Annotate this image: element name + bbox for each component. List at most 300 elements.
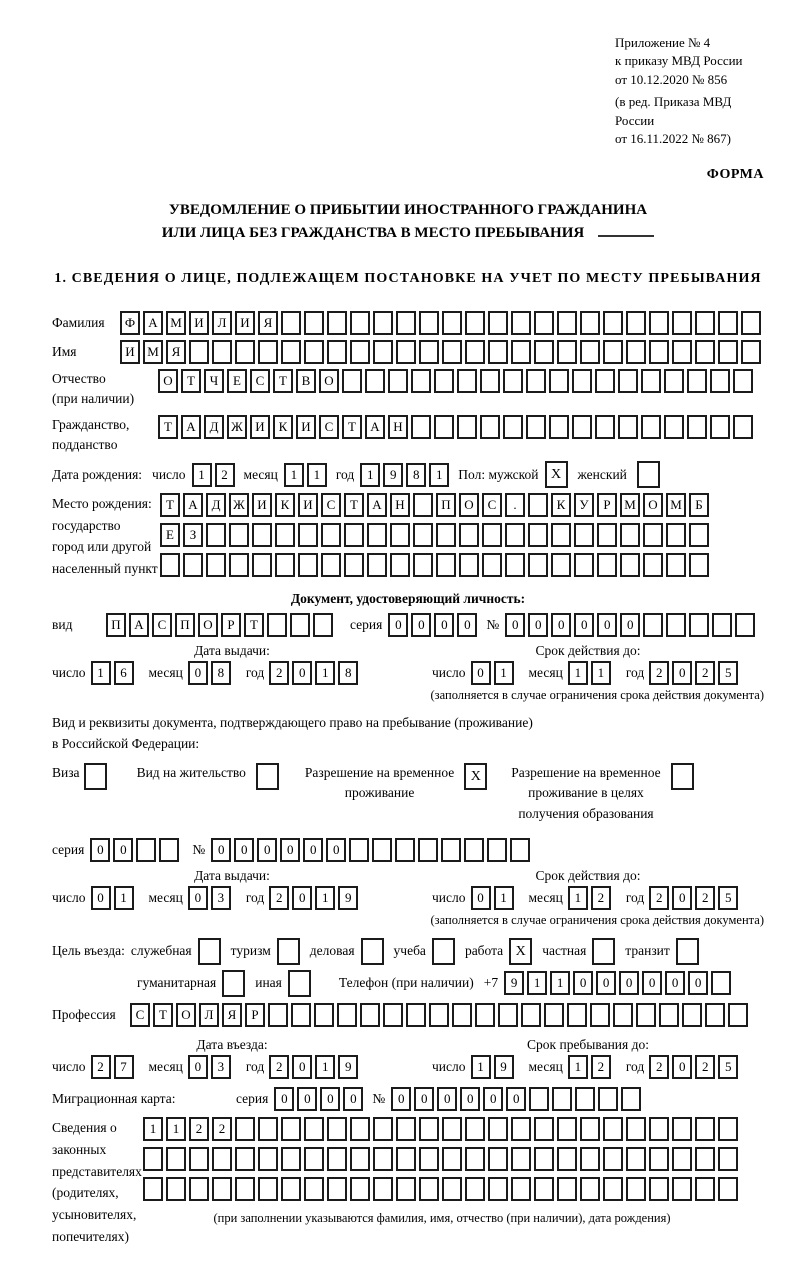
char-box[interactable]: 1 — [192, 463, 212, 487]
char-box[interactable]: А — [367, 493, 387, 517]
char-box[interactable]: 0 — [343, 1087, 363, 1111]
char-box[interactable] — [388, 369, 408, 393]
char-box[interactable]: 9 — [338, 1055, 358, 1079]
char-box[interactable] — [465, 1147, 485, 1171]
char-box[interactable]: 1 — [471, 1055, 491, 1079]
char-box[interactable]: 1 — [315, 886, 335, 910]
char-box[interactable] — [350, 1147, 370, 1171]
char-box[interactable] — [718, 1147, 738, 1171]
char-box[interactable] — [396, 1147, 416, 1171]
char-box[interactable] — [712, 613, 732, 637]
char-box[interactable]: 0 — [280, 838, 300, 862]
char-box[interactable]: 0 — [292, 886, 312, 910]
char-box[interactable] — [580, 1117, 600, 1141]
checkbox-tourism[interactable] — [277, 938, 300, 965]
char-box[interactable]: 0 — [188, 1055, 208, 1079]
char-box[interactable] — [620, 523, 640, 547]
char-box[interactable]: О — [158, 369, 178, 393]
char-box[interactable] — [488, 1147, 508, 1171]
char-box[interactable] — [689, 553, 709, 577]
char-box[interactable] — [505, 553, 525, 577]
char-box[interactable] — [626, 1147, 646, 1171]
char-box[interactable]: 0 — [188, 886, 208, 910]
char-box[interactable] — [649, 311, 669, 335]
char-box[interactable]: В — [296, 369, 316, 393]
char-box[interactable] — [682, 1003, 702, 1027]
char-box[interactable] — [641, 369, 661, 393]
char-box[interactable] — [672, 1177, 692, 1201]
char-box[interactable]: И — [235, 311, 255, 335]
char-box[interactable] — [689, 613, 709, 637]
char-box[interactable]: О — [459, 493, 479, 517]
char-box[interactable] — [321, 523, 341, 547]
char-box[interactable] — [551, 553, 571, 577]
char-box[interactable] — [304, 340, 324, 364]
char-box[interactable] — [413, 553, 433, 577]
char-box[interactable]: 0 — [414, 1087, 434, 1111]
char-box[interactable]: С — [482, 493, 502, 517]
char-box[interactable]: 1 — [568, 661, 588, 685]
char-box[interactable] — [621, 1087, 641, 1111]
char-box[interactable] — [183, 553, 203, 577]
char-box[interactable] — [235, 1147, 255, 1171]
char-box[interactable]: 0 — [326, 838, 346, 862]
char-box[interactable]: 0 — [90, 838, 110, 862]
char-box[interactable]: 0 — [574, 613, 594, 637]
char-box[interactable] — [488, 340, 508, 364]
char-box[interactable]: 2 — [269, 1055, 289, 1079]
char-box[interactable] — [534, 311, 554, 335]
char-box[interactable] — [442, 340, 462, 364]
char-box[interactable]: 1 — [360, 463, 380, 487]
checkbox-private[interactable] — [592, 938, 615, 965]
char-box[interactable] — [419, 340, 439, 364]
char-box[interactable] — [373, 1117, 393, 1141]
char-box[interactable] — [557, 311, 577, 335]
char-box[interactable] — [434, 415, 454, 439]
char-box[interactable]: 0 — [292, 1055, 312, 1079]
char-box[interactable] — [465, 1177, 485, 1201]
char-box[interactable] — [580, 311, 600, 335]
char-box[interactable] — [695, 1177, 715, 1201]
char-box[interactable] — [718, 340, 738, 364]
char-box[interactable] — [413, 493, 433, 517]
char-box[interactable]: Т — [158, 415, 178, 439]
char-box[interactable]: 2 — [649, 886, 669, 910]
char-box[interactable] — [552, 1087, 572, 1111]
char-box[interactable] — [235, 340, 255, 364]
char-box[interactable]: 0 — [388, 613, 408, 637]
char-box[interactable] — [626, 340, 646, 364]
char-box[interactable]: 0 — [211, 838, 231, 862]
char-box[interactable]: Н — [390, 493, 410, 517]
char-box[interactable] — [442, 311, 462, 335]
char-box[interactable] — [572, 369, 592, 393]
char-box[interactable]: 8 — [406, 463, 426, 487]
checkbox-business[interactable] — [361, 938, 384, 965]
char-box[interactable] — [206, 523, 226, 547]
char-box[interactable]: П — [106, 613, 126, 637]
char-box[interactable] — [396, 1177, 416, 1201]
char-box[interactable]: Б — [689, 493, 709, 517]
char-box[interactable]: Д — [204, 415, 224, 439]
char-box[interactable]: Т — [244, 613, 264, 637]
char-box[interactable] — [695, 340, 715, 364]
char-box[interactable] — [487, 838, 507, 862]
char-box[interactable] — [666, 553, 686, 577]
char-box[interactable]: 1 — [91, 661, 111, 685]
char-box[interactable]: У — [574, 493, 594, 517]
char-box[interactable] — [549, 369, 569, 393]
char-box[interactable]: 6 — [114, 661, 134, 685]
char-box[interactable] — [373, 1177, 393, 1201]
char-box[interactable]: К — [273, 415, 293, 439]
char-box[interactable] — [695, 311, 715, 335]
char-box[interactable] — [442, 1147, 462, 1171]
char-box[interactable] — [396, 311, 416, 335]
char-box[interactable] — [350, 340, 370, 364]
char-box[interactable]: П — [175, 613, 195, 637]
char-box[interactable] — [710, 415, 730, 439]
char-box[interactable] — [659, 1003, 679, 1027]
char-box[interactable]: Р — [221, 613, 241, 637]
char-box[interactable] — [419, 311, 439, 335]
char-box[interactable] — [298, 553, 318, 577]
char-box[interactable]: Т — [342, 415, 362, 439]
char-box[interactable] — [258, 1147, 278, 1171]
char-box[interactable] — [418, 838, 438, 862]
char-box[interactable]: 1 — [494, 886, 514, 910]
char-box[interactable] — [580, 340, 600, 364]
char-box[interactable]: Е — [160, 523, 180, 547]
char-box[interactable]: 2 — [269, 886, 289, 910]
char-box[interactable]: Т — [344, 493, 364, 517]
char-box[interactable]: 0 — [665, 971, 685, 995]
char-box[interactable] — [482, 553, 502, 577]
char-box[interactable] — [597, 523, 617, 547]
char-box[interactable] — [711, 971, 731, 995]
char-box[interactable] — [290, 613, 310, 637]
char-box[interactable] — [258, 1117, 278, 1141]
char-box[interactable]: 0 — [113, 838, 133, 862]
char-box[interactable] — [304, 1177, 324, 1201]
char-box[interactable] — [441, 838, 461, 862]
char-box[interactable] — [406, 1003, 426, 1027]
char-box[interactable]: О — [643, 493, 663, 517]
char-box[interactable]: 0 — [91, 886, 111, 910]
char-box[interactable] — [429, 1003, 449, 1027]
char-box[interactable]: 0 — [551, 613, 571, 637]
checkbox-temp-residence[interactable]: X — [464, 763, 487, 790]
char-box[interactable] — [649, 1117, 669, 1141]
char-box[interactable] — [252, 553, 272, 577]
char-box[interactable]: Л — [199, 1003, 219, 1027]
char-box[interactable]: М — [166, 311, 186, 335]
char-box[interactable] — [488, 1177, 508, 1201]
char-box[interactable] — [557, 1117, 577, 1141]
char-box[interactable] — [603, 340, 623, 364]
char-box[interactable] — [457, 415, 477, 439]
char-box[interactable] — [664, 369, 684, 393]
char-box[interactable] — [603, 1117, 623, 1141]
char-box[interactable] — [475, 1003, 495, 1027]
char-box[interactable] — [327, 1117, 347, 1141]
char-box[interactable]: 0 — [303, 838, 323, 862]
char-box[interactable]: 1 — [591, 661, 611, 685]
char-box[interactable]: 0 — [188, 661, 208, 685]
checkbox-temp-residence-education[interactable] — [671, 763, 694, 790]
char-box[interactable]: А — [143, 311, 163, 335]
char-box[interactable] — [160, 553, 180, 577]
char-box[interactable] — [643, 553, 663, 577]
char-box[interactable]: . — [505, 493, 525, 517]
char-box[interactable] — [327, 1147, 347, 1171]
char-box[interactable]: И — [189, 311, 209, 335]
char-box[interactable]: 0 — [620, 613, 640, 637]
char-box[interactable] — [281, 340, 301, 364]
char-box[interactable] — [575, 1087, 595, 1111]
char-box[interactable] — [534, 1177, 554, 1201]
char-box[interactable] — [641, 415, 661, 439]
char-box[interactable] — [349, 838, 369, 862]
char-box[interactable] — [267, 613, 287, 637]
char-box[interactable]: 0 — [597, 613, 617, 637]
char-box[interactable] — [728, 1003, 748, 1027]
char-box[interactable]: М — [666, 493, 686, 517]
checkbox-male[interactable]: X — [545, 461, 568, 488]
char-box[interactable] — [695, 1117, 715, 1141]
char-box[interactable]: О — [319, 369, 339, 393]
char-box[interactable] — [372, 838, 392, 862]
char-box[interactable]: Я — [258, 311, 278, 335]
char-box[interactable]: К — [551, 493, 571, 517]
checkbox-work[interactable]: X — [509, 938, 532, 965]
char-box[interactable]: 2 — [695, 1055, 715, 1079]
char-box[interactable] — [643, 523, 663, 547]
char-box[interactable] — [342, 369, 362, 393]
char-box[interactable]: 9 — [494, 1055, 514, 1079]
char-box[interactable] — [189, 1147, 209, 1171]
char-box[interactable]: 2 — [269, 661, 289, 685]
char-box[interactable] — [395, 838, 415, 862]
char-box[interactable] — [505, 523, 525, 547]
char-box[interactable] — [528, 553, 548, 577]
char-box[interactable] — [603, 311, 623, 335]
char-box[interactable] — [229, 523, 249, 547]
char-box[interactable] — [252, 523, 272, 547]
char-box[interactable]: 0 — [471, 661, 491, 685]
char-box[interactable] — [166, 1177, 186, 1201]
char-box[interactable] — [419, 1177, 439, 1201]
char-box[interactable] — [268, 1003, 288, 1027]
char-box[interactable] — [413, 523, 433, 547]
char-box[interactable]: 5 — [718, 886, 738, 910]
char-box[interactable]: 2 — [695, 661, 715, 685]
char-box[interactable] — [733, 369, 753, 393]
char-box[interactable] — [360, 1003, 380, 1027]
char-box[interactable] — [281, 311, 301, 335]
char-box[interactable] — [314, 1003, 334, 1027]
char-box[interactable] — [549, 415, 569, 439]
char-box[interactable] — [643, 613, 663, 637]
char-box[interactable] — [235, 1177, 255, 1201]
char-box[interactable] — [574, 553, 594, 577]
char-box[interactable] — [664, 415, 684, 439]
char-box[interactable] — [488, 311, 508, 335]
char-box[interactable] — [521, 1003, 541, 1027]
char-box[interactable]: Т — [153, 1003, 173, 1027]
char-box[interactable]: И — [250, 415, 270, 439]
char-box[interactable]: 0 — [320, 1087, 340, 1111]
char-box[interactable]: Т — [273, 369, 293, 393]
char-box[interactable] — [528, 523, 548, 547]
char-box[interactable] — [396, 1117, 416, 1141]
char-box[interactable] — [365, 369, 385, 393]
char-box[interactable]: 0 — [411, 613, 431, 637]
char-box[interactable]: С — [250, 369, 270, 393]
char-box[interactable]: Я — [166, 340, 186, 364]
char-box[interactable] — [511, 340, 531, 364]
char-box[interactable] — [649, 1147, 669, 1171]
char-box[interactable] — [618, 415, 638, 439]
char-box[interactable]: 1 — [429, 463, 449, 487]
char-box[interactable] — [304, 1117, 324, 1141]
char-box[interactable] — [436, 523, 456, 547]
char-box[interactable]: 0 — [437, 1087, 457, 1111]
char-box[interactable] — [498, 1003, 518, 1027]
char-box[interactable] — [235, 1117, 255, 1141]
char-box[interactable]: И — [296, 415, 316, 439]
char-box[interactable]: М — [620, 493, 640, 517]
char-box[interactable] — [597, 553, 617, 577]
char-box[interactable] — [480, 369, 500, 393]
char-box[interactable] — [503, 369, 523, 393]
char-box[interactable] — [718, 1177, 738, 1201]
char-box[interactable] — [488, 1117, 508, 1141]
char-box[interactable]: 1 — [315, 661, 335, 685]
char-box[interactable] — [143, 1147, 163, 1171]
char-box[interactable]: 7 — [114, 1055, 134, 1079]
char-box[interactable]: 1 — [166, 1117, 186, 1141]
checkbox-humanitarian[interactable] — [222, 970, 245, 997]
char-box[interactable] — [510, 838, 530, 862]
char-box[interactable] — [636, 1003, 656, 1027]
char-box[interactable] — [189, 1177, 209, 1201]
char-box[interactable] — [603, 1147, 623, 1171]
char-box[interactable]: Я — [222, 1003, 242, 1027]
char-box[interactable] — [526, 415, 546, 439]
char-box[interactable]: 2 — [91, 1055, 111, 1079]
char-box[interactable]: 0 — [672, 886, 692, 910]
char-box[interactable] — [718, 311, 738, 335]
char-box[interactable] — [464, 838, 484, 862]
char-box[interactable] — [367, 553, 387, 577]
char-box[interactable]: Е — [227, 369, 247, 393]
char-box[interactable] — [511, 1117, 531, 1141]
char-box[interactable] — [212, 1147, 232, 1171]
char-box[interactable] — [367, 523, 387, 547]
char-box[interactable]: Л — [212, 311, 232, 335]
char-box[interactable]: 2 — [189, 1117, 209, 1141]
char-box[interactable] — [436, 553, 456, 577]
char-box[interactable] — [465, 311, 485, 335]
char-box[interactable]: 3 — [211, 1055, 231, 1079]
char-box[interactable]: 1 — [315, 1055, 335, 1079]
char-box[interactable] — [666, 613, 686, 637]
char-box[interactable] — [189, 340, 209, 364]
char-box[interactable] — [281, 1117, 301, 1141]
char-box[interactable] — [390, 553, 410, 577]
char-box[interactable]: 1 — [527, 971, 547, 995]
char-box[interactable]: 0 — [672, 1055, 692, 1079]
char-box[interactable]: 1 — [494, 661, 514, 685]
char-box[interactable] — [304, 1147, 324, 1171]
char-box[interactable] — [281, 1177, 301, 1201]
char-box[interactable] — [511, 1177, 531, 1201]
char-box[interactable] — [528, 493, 548, 517]
char-box[interactable] — [705, 1003, 725, 1027]
char-box[interactable]: 1 — [550, 971, 570, 995]
char-box[interactable]: Ж — [227, 415, 247, 439]
char-box[interactable]: 8 — [211, 661, 231, 685]
char-box[interactable] — [534, 1117, 554, 1141]
char-box[interactable]: 0 — [642, 971, 662, 995]
char-box[interactable]: 0 — [297, 1087, 317, 1111]
char-box[interactable] — [321, 553, 341, 577]
char-box[interactable] — [411, 369, 431, 393]
char-box[interactable]: 2 — [649, 661, 669, 685]
char-box[interactable] — [544, 1003, 564, 1027]
char-box[interactable]: Т — [181, 369, 201, 393]
char-box[interactable] — [457, 369, 477, 393]
char-box[interactable] — [350, 1177, 370, 1201]
char-box[interactable] — [580, 1177, 600, 1201]
char-box[interactable] — [557, 340, 577, 364]
char-box[interactable]: 0 — [619, 971, 639, 995]
char-box[interactable] — [327, 311, 347, 335]
char-box[interactable] — [291, 1003, 311, 1027]
char-box[interactable]: З — [183, 523, 203, 547]
char-box[interactable]: А — [129, 613, 149, 637]
char-box[interactable] — [710, 369, 730, 393]
char-box[interactable]: 3 — [211, 886, 231, 910]
char-box[interactable] — [649, 340, 669, 364]
char-box[interactable]: 0 — [234, 838, 254, 862]
char-box[interactable] — [695, 1147, 715, 1171]
char-box[interactable] — [344, 523, 364, 547]
char-box[interactable] — [313, 613, 333, 637]
char-box[interactable] — [411, 415, 431, 439]
char-box[interactable] — [298, 523, 318, 547]
char-box[interactable]: 0 — [460, 1087, 480, 1111]
char-box[interactable] — [327, 340, 347, 364]
char-box[interactable]: 1 — [568, 886, 588, 910]
char-box[interactable] — [419, 1117, 439, 1141]
char-box[interactable]: 0 — [506, 1087, 526, 1111]
char-box[interactable]: С — [130, 1003, 150, 1027]
char-box[interactable]: 5 — [718, 1055, 738, 1079]
char-box[interactable] — [419, 1147, 439, 1171]
char-box[interactable] — [741, 311, 761, 335]
char-box[interactable] — [595, 415, 615, 439]
char-box[interactable] — [741, 340, 761, 364]
char-box[interactable]: Д — [206, 493, 226, 517]
char-box[interactable]: 1 — [307, 463, 327, 487]
char-box[interactable]: Ф — [120, 311, 140, 335]
char-box[interactable]: 0 — [274, 1087, 294, 1111]
char-box[interactable] — [666, 523, 686, 547]
char-box[interactable]: 0 — [573, 971, 593, 995]
